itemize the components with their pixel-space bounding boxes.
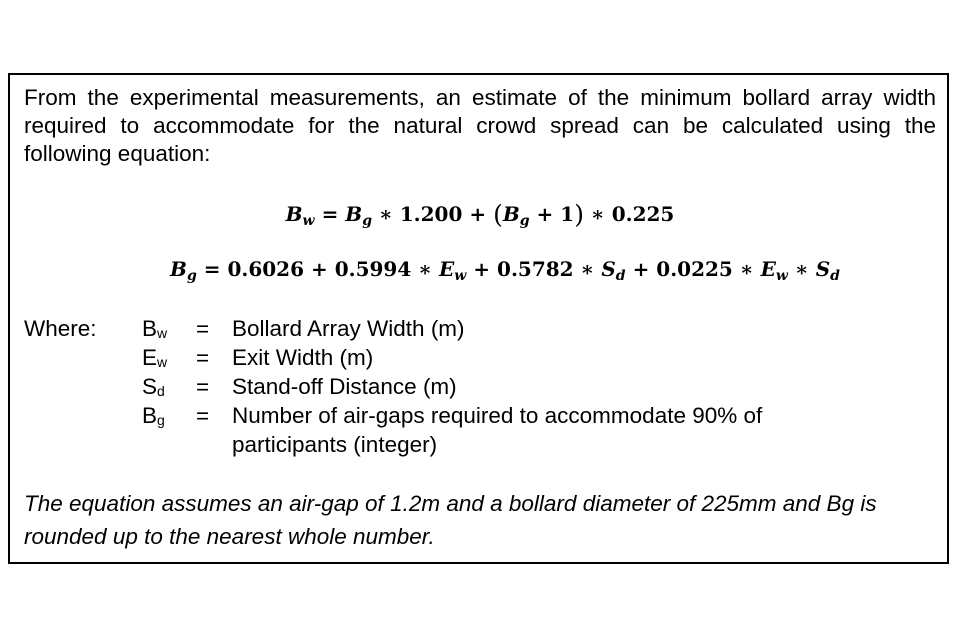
- definition-text: Exit Width (m): [232, 345, 374, 370]
- equation-air-gaps: $B_g = 0.6026 + 0.5994$ ∗ $E_w + 0.5782$ ∗ $S_d + 0.0225$ ∗ $E_w$ ∗ $S_d$: [170, 257, 840, 284]
- definition-row: [142, 343, 932, 372]
- definition-text: Bollard Array Width (m): [232, 316, 465, 341]
- assumption-note: The equation assumes an air-gap of 1.2m and a bollard diameter of 225mm and Bg is rounded up to the nearest whole number.: [24, 491, 877, 549]
- definition-symbol: $B_w$: [142, 316, 168, 341]
- where-label: Where:: [24, 316, 97, 341]
- definition-symbol: $E_w$: [142, 345, 168, 370]
- definition-row: [142, 372, 932, 401]
- definition-row: [142, 314, 932, 343]
- definition-row: [142, 401, 932, 459]
- definition-equals: =: [196, 374, 210, 399]
- definition-text: Stand-off Distance (m): [232, 374, 457, 399]
- variable-definitions: [142, 314, 932, 459]
- definition-equals: =: [196, 403, 210, 428]
- equation-bollard-width: $B_w = B_g$ ∗ $1.200 + (B_g + 1)$ ∗ 0.225: [285, 200, 675, 229]
- definition-symbol: $S_d$: [142, 374, 165, 399]
- definition-equals: =: [196, 345, 210, 370]
- definition-equals: =: [196, 316, 210, 341]
- definition-text: Number of air-gaps required to accommodate 90% of participants (integer): [232, 403, 763, 457]
- intro-paragraph: From the experimental measurements, an estimate of the minimum bollard array width required to accommodate for the natural crowd spread can be calculated using the following equation:: [24, 85, 936, 166]
- definition-symbol: $B_g$: [142, 403, 165, 428]
